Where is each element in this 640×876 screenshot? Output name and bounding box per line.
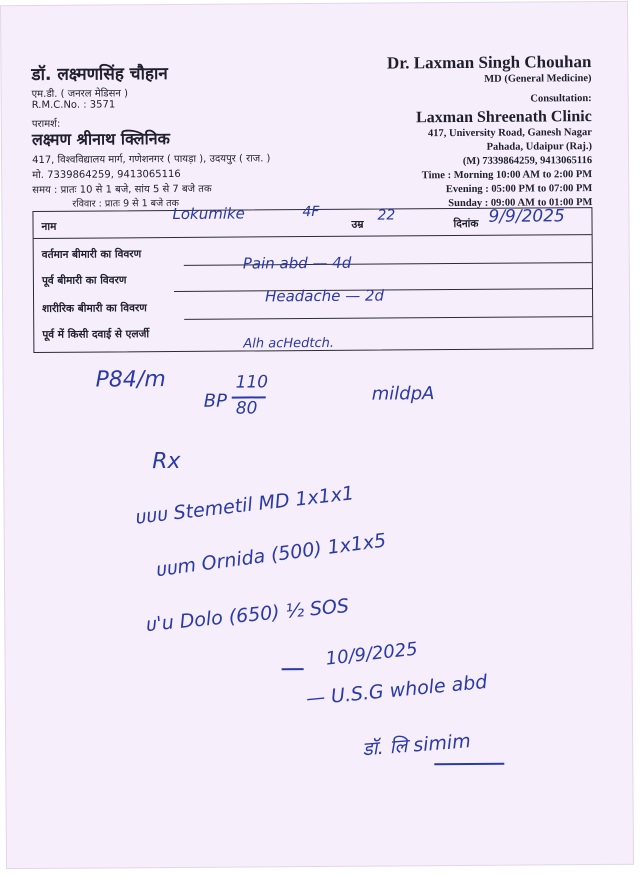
current-illness-label: वर्तमान बीमारी का विवरण — [41, 248, 142, 261]
doctor-name-english: Dr. Laxman Singh Chouhan — [386, 52, 592, 73]
prescription-paper — [1, 2, 633, 868]
hw-patient-name: Lokumike — [172, 204, 245, 224]
hw-rx-item-3: ᴜ'u Dolo (650) ½ SOS — [144, 594, 350, 637]
english-header — [387, 52, 593, 211]
hw-followup-date: 10/9/2025 — [324, 638, 419, 670]
hw-usg: — U.S.G whole abd — [305, 670, 489, 710]
signature-underline — [434, 763, 504, 765]
date-label: दिनांक — [453, 217, 479, 231]
physical-illness-label: शारीरिक बीमारी का विवरण — [42, 302, 147, 315]
time-morning: Time : Morning 10:00 AM to 2:00 PM — [421, 169, 593, 182]
hw-sex: 4F — [302, 203, 320, 221]
form-divider — [184, 316, 592, 320]
clinic-name-hindi: लक्ष्मण श्रीनाथ क्लिनिक — [31, 129, 170, 149]
mobile-hindi: मो. 7339864259, 9413065116 — [32, 168, 181, 181]
time-sunday: Sunday : 09:00 AM to 01:00 PM — [448, 197, 593, 210]
past-illness-label: पूर्व बीमारी का विवरण — [41, 274, 127, 287]
degree-english: MD (General Medicine) — [484, 73, 592, 85]
followup-dash — [282, 668, 304, 670]
hw-rx-item-1: ᴜᴜᴜ Stemetil MD 1x1x1 — [133, 482, 356, 529]
mobile-english: (M) 7339864259, 9413065116 — [462, 155, 593, 167]
hw-current-illness: Pain abd — 4d — [242, 253, 352, 273]
hw-physical-illness: Headache — 2d — [264, 286, 385, 306]
name-label: नाम — [41, 220, 57, 233]
hw-note-right: mildpA — [371, 383, 435, 405]
address-hindi: 417, विश्वविद्यालय मार्ग, गणेशनगर ( पायड़ा ), उदयपुर ( राज. ) — [32, 153, 271, 166]
form-divider — [34, 234, 592, 239]
rmc-number: R.M.C.No. : 3571 — [31, 99, 116, 111]
hw-date: 9/9/2025 — [488, 206, 565, 227]
age-label: उम्र — [351, 218, 364, 231]
hw-bp-label: BP — [203, 390, 228, 412]
doctor-name-hindi: डॉ. लक्ष्मणसिंह चौहान — [31, 64, 168, 85]
hw-bp-diastolic: 80 — [235, 398, 258, 419]
address-line1: 417, University Road, Ganesh Nagar — [427, 127, 592, 140]
consultation-label-hindi: परामर्श: — [31, 118, 61, 130]
hw-rx-symbol: Rx — [152, 448, 181, 475]
time-evening: Evening : 05:00 PM to 07:00 PM — [445, 183, 593, 196]
timing-hindi: समय : प्रातः 10 से 1 बजे, सांय 5 से 7 बजे तक — [32, 183, 212, 196]
hw-pulse: P84/m — [95, 367, 166, 393]
degree-hindi: एम.डी. ( जनरल मेडिसन ) — [31, 88, 129, 100]
hw-age: 22 — [377, 207, 396, 224]
hw-signature: डॉ. लि simim — [361, 730, 472, 761]
hw-allergy: Alh acHedtch. — [243, 335, 335, 352]
hw-bp-systolic: 110 — [235, 372, 269, 393]
patient-form — [32, 207, 593, 353]
hw-rx-item-2: ᴜᴜm Ornida (500) 1x1x5 — [154, 529, 388, 582]
consultation-label-english: Consultation: — [530, 93, 592, 105]
drug-allergy-label: पूर्व में किसी दवाई से एलर्जी — [42, 328, 150, 341]
address-line2: Pahada, Udaipur (Raj.) — [486, 141, 593, 153]
sunday-timing-hindi: रविवार : प्रातः 9 से 1 बजे तक — [72, 197, 179, 210]
clinic-name-english: Laxman Shreenath Clinic — [415, 108, 592, 127]
